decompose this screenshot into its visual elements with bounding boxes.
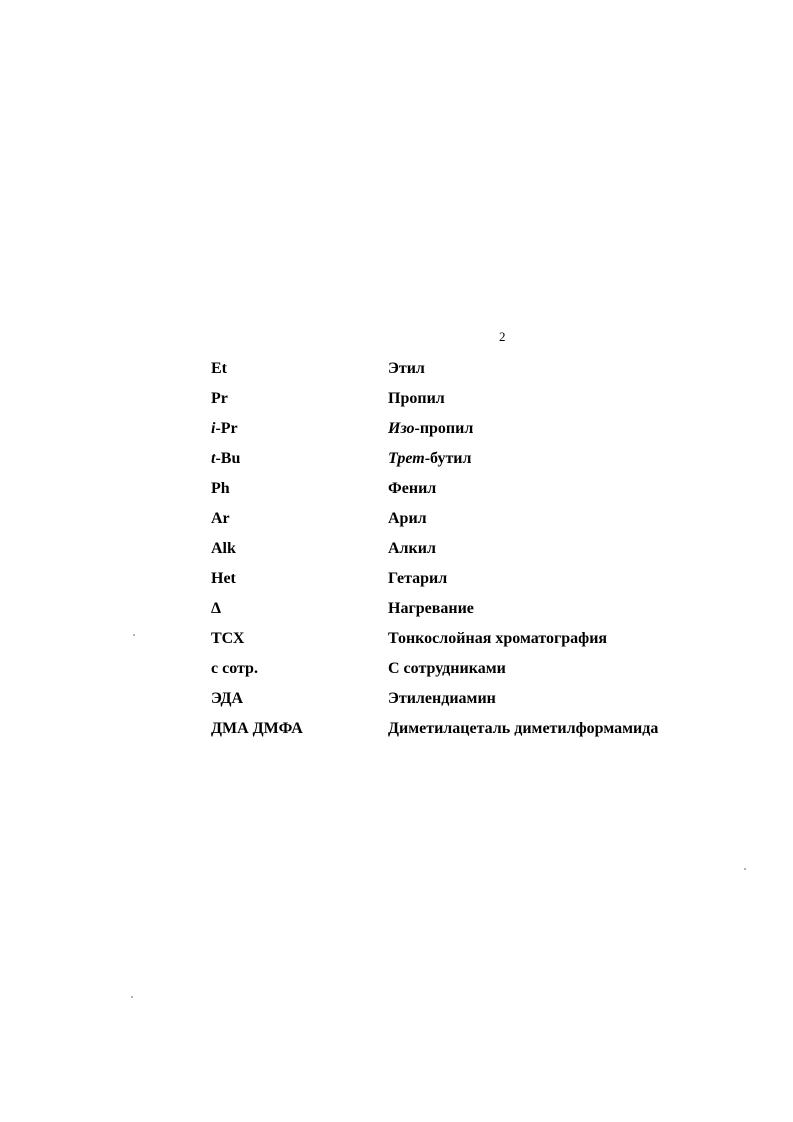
abbreviation-row [211,508,731,538]
abbreviation-term: ДМА ДМФА [211,720,303,737]
abbreviation-term: Pr [211,390,228,407]
definition-italic-prefix: Трет [388,450,425,467]
abbreviation-definition: Пропил [388,390,445,407]
abbreviation-term: Et [211,360,227,377]
abbreviation-term: Δ [211,600,222,617]
definition-rest: -бутил [424,450,472,467]
abbreviation-row [211,448,731,478]
abbreviation-definition: С сотрудниками [388,660,506,677]
term-rest: -Pr [215,420,238,437]
abbreviation-term: ЭДА [211,690,244,707]
scan-speck [131,996,133,998]
abbreviation-term: ТСХ [211,630,245,647]
abbreviation-row [211,388,731,418]
abbreviation-definition [388,448,472,470]
abbreviation-term [211,418,238,440]
abbreviation-term [211,448,240,470]
abbreviation-row [211,568,731,598]
abbreviation-row [211,688,731,718]
abbreviation-row [211,478,731,508]
abbreviation-term: Het [211,570,236,587]
abbreviation-definition: Фенил [388,480,437,497]
abbreviation-definition: Этилендиамин [388,690,496,707]
abbreviation-row [211,358,731,388]
term-rest: -Bu [215,450,241,467]
abbreviation-term: Ph [211,480,230,497]
abbreviation-term: Ar [211,510,230,527]
abbreviation-definition: Гетарил [388,570,448,587]
abbreviation-definition: Нагревание [388,600,474,617]
scan-speck [133,634,135,636]
abbreviation-definition: Тонкослойная хроматография [388,630,608,647]
term-italic-prefix: t [211,450,216,467]
abbreviation-list [211,358,731,748]
abbreviation-definition: Диметилацеталь диметилформамида [388,720,659,737]
term-italic-prefix: i [211,420,216,437]
abbreviation-row [211,418,731,448]
definition-italic-prefix: Изо [388,420,415,437]
abbreviation-definition: Этил [388,360,425,377]
abbreviation-row [211,538,731,568]
abbreviation-term: Alk [211,540,236,557]
definition-rest: -пропил [414,420,474,437]
abbreviation-row [211,598,731,628]
page-number: 2 [499,329,506,344]
abbreviation-row [211,658,731,688]
abbreviation-row [211,628,731,658]
abbreviation-definition: Алкил [388,540,436,557]
abbreviation-definition: Арил [388,510,427,527]
scan-speck [744,868,746,870]
abbreviation-definition [388,418,473,440]
abbreviation-term: с сотр. [211,660,258,677]
abbreviation-row [211,718,731,748]
